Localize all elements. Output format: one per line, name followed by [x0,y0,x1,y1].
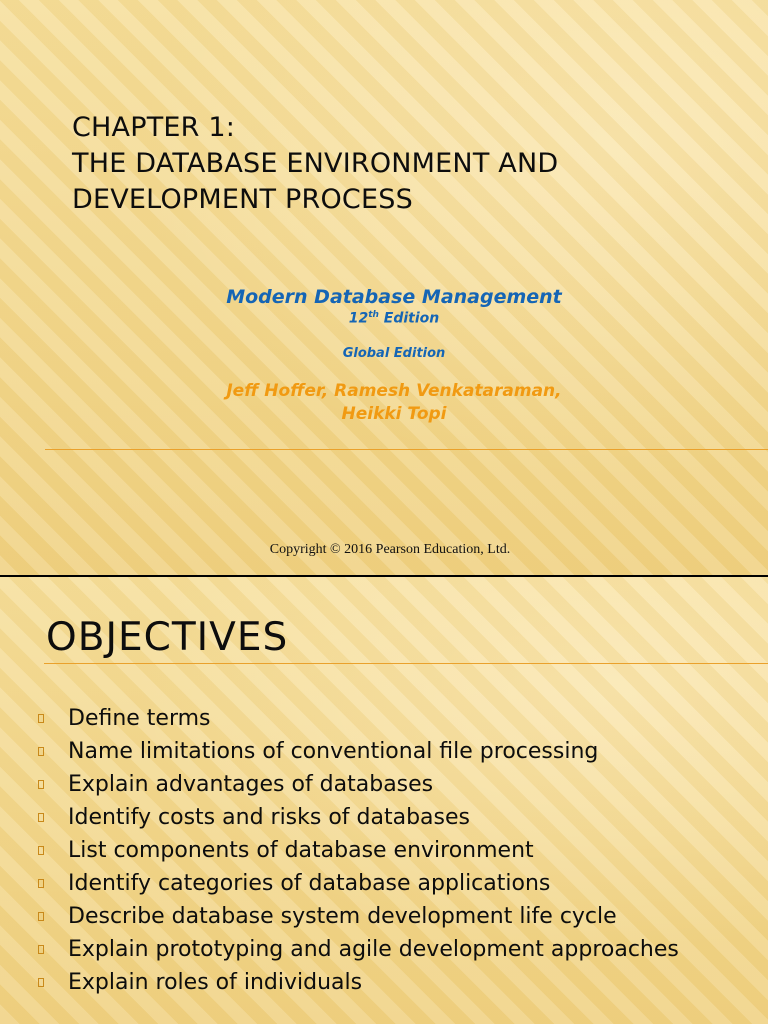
square-bullet-icon [38,714,44,723]
list-item-text: Name limitations of conventional file processing [68,739,599,764]
objectives-slide [0,577,768,1024]
list-item-text: Define terms [68,706,211,731]
square-bullet-icon [38,978,44,987]
book-title: Modern Database Management [226,286,562,308]
list-item [38,936,758,963]
objectives-heading: OBJECTIVES [46,615,289,660]
edition-suffix: th [368,310,379,320]
list-item [38,969,758,996]
global-edition: Global Edition [342,346,446,361]
list-item-text: Explain roles of individuals [68,970,363,995]
square-bullet-icon [38,813,44,822]
list-item-text: Identify categories of database applications [68,871,551,896]
chapter-title-line-3: DEVELOPMENT PROCESS [72,184,413,215]
divider-line [44,663,768,664]
chapter-title [72,110,712,218]
authors [10,380,768,426]
edition-word: Edition [378,310,440,327]
list-item [38,771,758,798]
square-bullet-icon [38,780,44,789]
list-item [38,738,758,765]
list-item [38,705,758,732]
square-bullet-icon [38,912,44,921]
list-item [38,837,758,864]
list-item-text: Explain prototyping and agile development approaches [68,937,679,962]
list-item [38,804,758,831]
objectives-list [38,705,758,1002]
square-bullet-icon [38,747,44,756]
authors-line-2: Heikki Topi [341,404,447,424]
chapter-title-line-1: CHAPTER 1: [72,112,236,143]
list-item-text: Identify costs and risks of databases [68,805,470,830]
copyright-notice: Copyright © 2016 Pearson Education, Ltd. [269,542,511,557]
square-bullet-icon [38,945,44,954]
list-item-text: List components of database environment [68,838,534,863]
list-item [38,903,758,930]
list-item-text: Describe database system development life cycle [68,904,617,929]
divider-line [45,449,768,450]
authors-line-1: Jeff Hoffer, Ramesh Venkataraman, [226,381,562,401]
list-item [38,870,758,897]
chapter-title-line-2: THE DATABASE ENVIRONMENT AND [72,148,559,179]
list-item-text: Explain advantages of databases [68,772,434,797]
square-bullet-icon [38,846,44,855]
edition-number: 12 [348,310,369,327]
book-edition [10,310,768,327]
square-bullet-icon [38,879,44,888]
